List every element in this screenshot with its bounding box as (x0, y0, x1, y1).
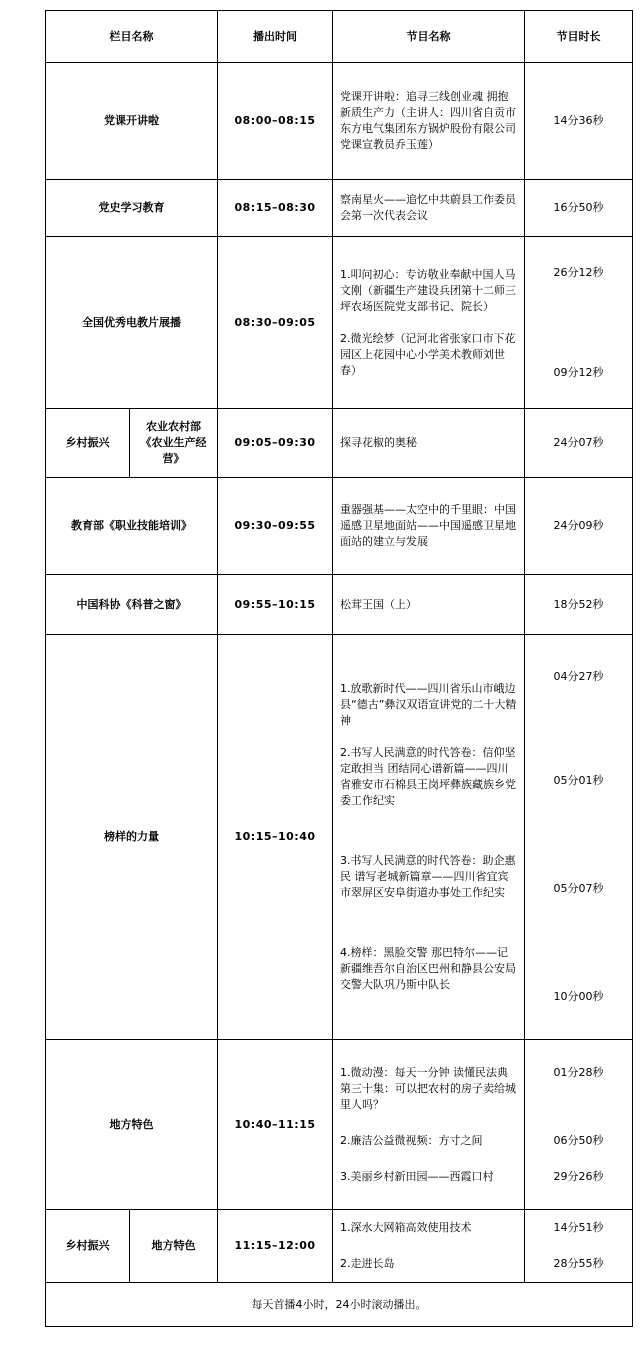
table-row (46, 1040, 633, 1210)
program-cell: 探寻花椒的奥秘 (333, 409, 525, 478)
program-cell: 党课开讲啦：追寻三线创业魂 拥抱新质生产力（主讲人：四川省自贡市东方电气集团东方锅炉股份有限公司党课宣教员乔玉莲） (333, 63, 525, 180)
air-time-cell: 10:40–11:15 (218, 1040, 333, 1210)
sub-column-name-cell: 农业农村部《农业生产经营》 (130, 409, 218, 478)
duration-item: 01分28秒 (553, 1065, 604, 1079)
duration-cell (525, 1210, 633, 1283)
duration-cell: 24分07秒 (525, 409, 633, 478)
schedule-table (45, 10, 633, 1327)
column-name-cell: 党课开讲啦 (46, 63, 218, 180)
duration-item: 05分07秒 (553, 882, 604, 895)
program-cell: 重器强基——太空中的千里眼：中国遥感卫星地面站——中国遥感卫星地面站的建立与发展 (333, 478, 525, 575)
duration-item: 14分51秒 (553, 1221, 604, 1234)
air-time-cell: 09:55–10:15 (218, 575, 333, 635)
program-cell: 松茸王国（上） (333, 575, 525, 635)
duration-cell (525, 635, 633, 1040)
table-row (46, 409, 633, 478)
duration-item: 09分12秒 (553, 365, 604, 379)
column-name-cell: 乡村振兴 (46, 409, 130, 478)
program-cell (333, 237, 525, 409)
program-item: 2.微光绘梦（记河北省张家口市下花园区上花园中心小学美术教师刘世春） (340, 331, 516, 377)
column-name-cell: 全国优秀电教片展播 (46, 237, 218, 409)
duration-item: 29分26秒 (553, 1169, 604, 1183)
table-row (46, 635, 633, 1040)
air-time-cell: 09:05–09:30 (218, 409, 333, 478)
program-item: 1.微动漫：每天一分钟 读懂民法典 第三十集：可以把农村的房子卖给城里人吗？ (340, 1065, 516, 1111)
program-item: 4.榜样：黑脸交警 那巴特尔——记新疆维吾尔自治区巴州和静县公安局交警大队巩乃斯中队长 (340, 946, 516, 991)
column-name-cell: 榜样的力量 (46, 635, 218, 1040)
air-time-cell: 08:00–08:15 (218, 63, 333, 180)
duration-item: 06分50秒 (553, 1133, 604, 1147)
column-name-cell: 教育部《职业技能培训》 (46, 478, 218, 575)
program-item: 1.放歌新时代——四川省乐山市峨边县“德古”彝汉双语宣讲党的二十大精神 (340, 682, 517, 727)
table-row (46, 575, 633, 635)
table-row (46, 237, 633, 409)
column-name-cell: 地方特色 (46, 1040, 218, 1210)
duration-cell (525, 1040, 633, 1210)
table-row (46, 1210, 633, 1283)
air-time-cell: 08:15–08:30 (218, 180, 333, 237)
duration-item: 10分00秒 (553, 990, 604, 1003)
table-row (46, 63, 633, 180)
column-name-cell: 乡村振兴 (46, 1210, 130, 1283)
footer-row (46, 1283, 633, 1327)
duration-cell: 18分52秒 (525, 575, 633, 635)
header-air-time: 播出时间 (218, 11, 333, 63)
header-column-name: 栏目名称 (46, 11, 218, 63)
duration-item: 04分27秒 (553, 670, 604, 683)
program-item: 3.美丽乡村新田园——西霞口村 (340, 1169, 494, 1183)
column-name-cell: 党史学习教育 (46, 180, 218, 237)
duration-item: 28分55秒 (553, 1257, 604, 1270)
program-item: 1.深水大网箱高效使用技术 (340, 1221, 472, 1234)
column-name-cell: 中国科协《科普之窗》 (46, 575, 218, 635)
program-cell (333, 1210, 525, 1283)
air-time-cell: 10:15–10:40 (218, 635, 333, 1040)
air-time-cell: 09:30–09:55 (218, 478, 333, 575)
program-item: 2.廉洁公益微视频：方寸之间 (340, 1133, 483, 1147)
footer-note: 每天首播4小时，24小时滚动播出。 (46, 1283, 633, 1327)
air-time-cell: 11:15–12:00 (218, 1210, 333, 1283)
program-item: 2.走进长岛 (340, 1257, 395, 1270)
program-cell: 察南星火——追忆中共蔚县工作委员会第一次代表会议 (333, 180, 525, 237)
program-item: 1.叩问初心：专访敬业奉献中国人马文刚（新疆生产建设兵团第十二师三坪农场医院党支部书记、院长） (340, 267, 516, 313)
header-duration: 节目时长 (525, 11, 633, 63)
duration-cell: 16分50秒 (525, 180, 633, 237)
table-row (46, 478, 633, 575)
duration-cell (525, 237, 633, 409)
header-program-name: 节目名称 (333, 11, 525, 63)
sub-column-name-cell: 地方特色 (130, 1210, 218, 1283)
duration-item: 26分12秒 (553, 265, 604, 279)
air-time-cell: 08:30–09:05 (218, 237, 333, 409)
program-item: 2.书写人民满意的时代答卷：信仰坚定敢担当 团结同心谱新篇——四川省雅安市石棉县王岗坪彝族藏族乡党委工作纪实 (340, 746, 516, 807)
program-cell (333, 635, 525, 1040)
duration-cell: 14分36秒 (525, 63, 633, 180)
program-cell (333, 1040, 525, 1210)
table-row (46, 180, 633, 237)
program-item: 3.书写人民满意的时代答卷：助企惠民 谱写老城新篇章——四川省宜宾市翠屏区安阜街道办事处工作纪实 (340, 854, 516, 899)
header-row (46, 11, 633, 63)
duration-item: 05分01秒 (553, 774, 604, 787)
duration-cell: 24分09秒 (525, 478, 633, 575)
